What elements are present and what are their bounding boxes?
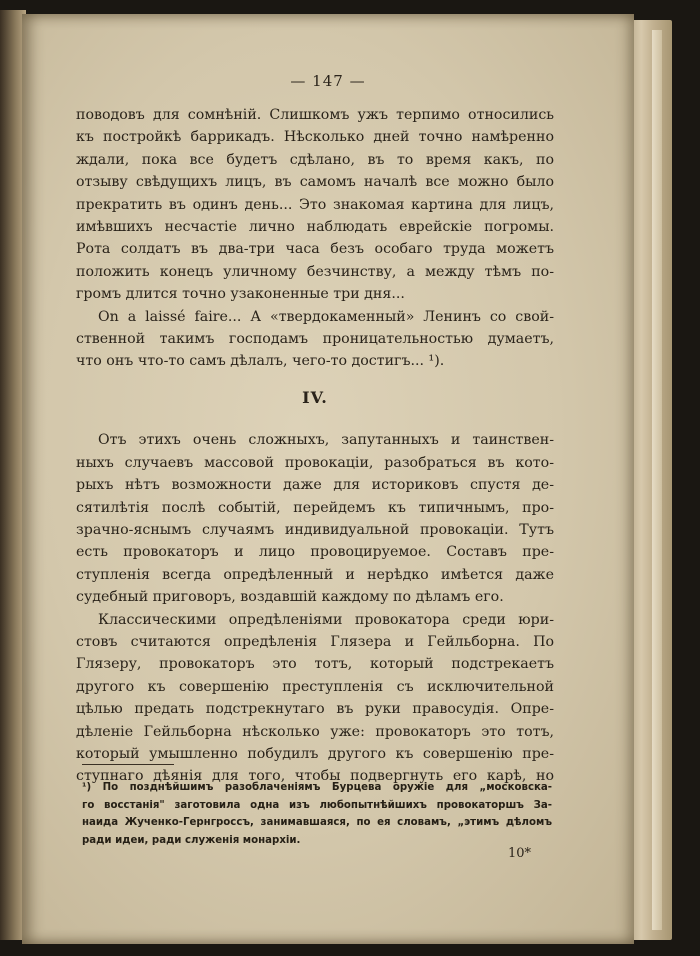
text-line: есть провокаторъ и лицо провоцируемое. Составъ пре- (76, 544, 554, 561)
text-line: ныхъ случаевъ массовой провокаціи, разобраться въ кото- (76, 454, 554, 471)
main-text (76, 104, 554, 788)
signature-mark: 10* (508, 846, 532, 861)
text-line: Отъ этихъ очень сложныхъ, запутанныхъ и таинствен- (98, 432, 554, 449)
text-line: ственной такимъ господамъ проницательностью думаетъ, (76, 331, 554, 348)
paragraph-1 (76, 104, 554, 306)
footnote-line: ради идеи, ради служенія монархіи. (82, 834, 301, 846)
footnote (82, 779, 552, 849)
text-line: что онъ что-то самъ дѣлалъ, чего-то достигъ... ¹). (76, 353, 445, 370)
text-line: имѣвшихъ несчастіе лично наблюдать еврейскіе погромы. (76, 219, 554, 236)
text-line: Рота солдатъ въ два-три часа безъ особаго труда можетъ (76, 241, 554, 258)
text-line: зрачно-яснымъ случаямъ индивидуальной провокаціи. Тутъ (76, 521, 554, 538)
text-line: дѣленіе Гейльборна нѣсколько уже: провокаторъ это тотъ, (76, 723, 554, 740)
text-line: Классическими опредѣленіями провокатора среди юри- (98, 611, 554, 628)
footnote-separator (82, 764, 174, 765)
text-line: къ постройкѣ баррикадъ. Нѣсколько дней точно намѣренно (76, 129, 554, 146)
paragraph-2 (76, 306, 554, 373)
text-line: поводовъ для сомнѣній. Слишкомъ ужъ терпимо относились (76, 107, 554, 123)
book-page (22, 14, 634, 944)
book-page-stack-highlight (652, 30, 662, 930)
text-line: который умышленно побудилъ другого къ совершенію пре- (76, 745, 554, 762)
text-line: судебный приговоръ, воздавшій каждому по дѣламъ его. (76, 589, 504, 606)
text-line: On a laissé faire... А «твердокаменный» Ленинъ со свой- (98, 308, 554, 325)
text-line: ступнаго дѣянія для того, чтобы подвергнуть его карѣ, но (76, 768, 554, 785)
text-line: отзыву свѣдущихъ лицъ, въ самомъ началѣ все можно было (76, 174, 554, 191)
paragraph-4 (76, 609, 554, 788)
footnote-line: го восстанія" заготовила одна изъ любопытнѣйшихъ провокаторшъ За- (82, 799, 552, 811)
footnote-line: ¹) По позднѣйшимъ разоблаченіямъ Бурцева оружіе для „московска- (82, 782, 552, 793)
page-number: — 147 — (290, 72, 366, 90)
text-line: рыхъ нѣтъ возможности даже для историковъ спустя де- (76, 477, 554, 494)
text-line: положить конецъ уличному безчинству, а между тѣмъ по- (76, 263, 554, 280)
text-line: ждали, пока все будетъ сдѣлано, въ то время какъ, по (76, 151, 554, 168)
book-page-stack-edge (628, 20, 672, 940)
section-heading: IV. (302, 387, 328, 407)
text-line: громъ длится точно узаконенные три дня... (76, 286, 405, 303)
text-line: ступленія всегда опредѣленный и нерѣдко имѣется даже (76, 566, 554, 583)
text-line: сятилѣтія послѣ событій, перейдемъ къ типичнымъ, про- (76, 499, 554, 516)
text-line: цѣлью предать подстрекнутаго въ руки правосудія. Опре- (76, 701, 554, 718)
paragraph-3 (76, 429, 554, 608)
footnote-line: наида Жученко-Гернгроссъ, занимавшаяся, по ея словамъ, „этимъ дѣломъ (82, 817, 552, 828)
text-line: другого къ совершенію преступленія съ исключительной (76, 678, 554, 695)
text-line: Глязеру, провокаторъ это тотъ, который подстрекаетъ (76, 656, 554, 673)
text-line: стовъ считаются опредѣленія Глязера и Гейльборна. По (76, 633, 554, 650)
text-line: прекратить въ одинъ день... Это знакомая картина для лицъ, (76, 196, 554, 213)
